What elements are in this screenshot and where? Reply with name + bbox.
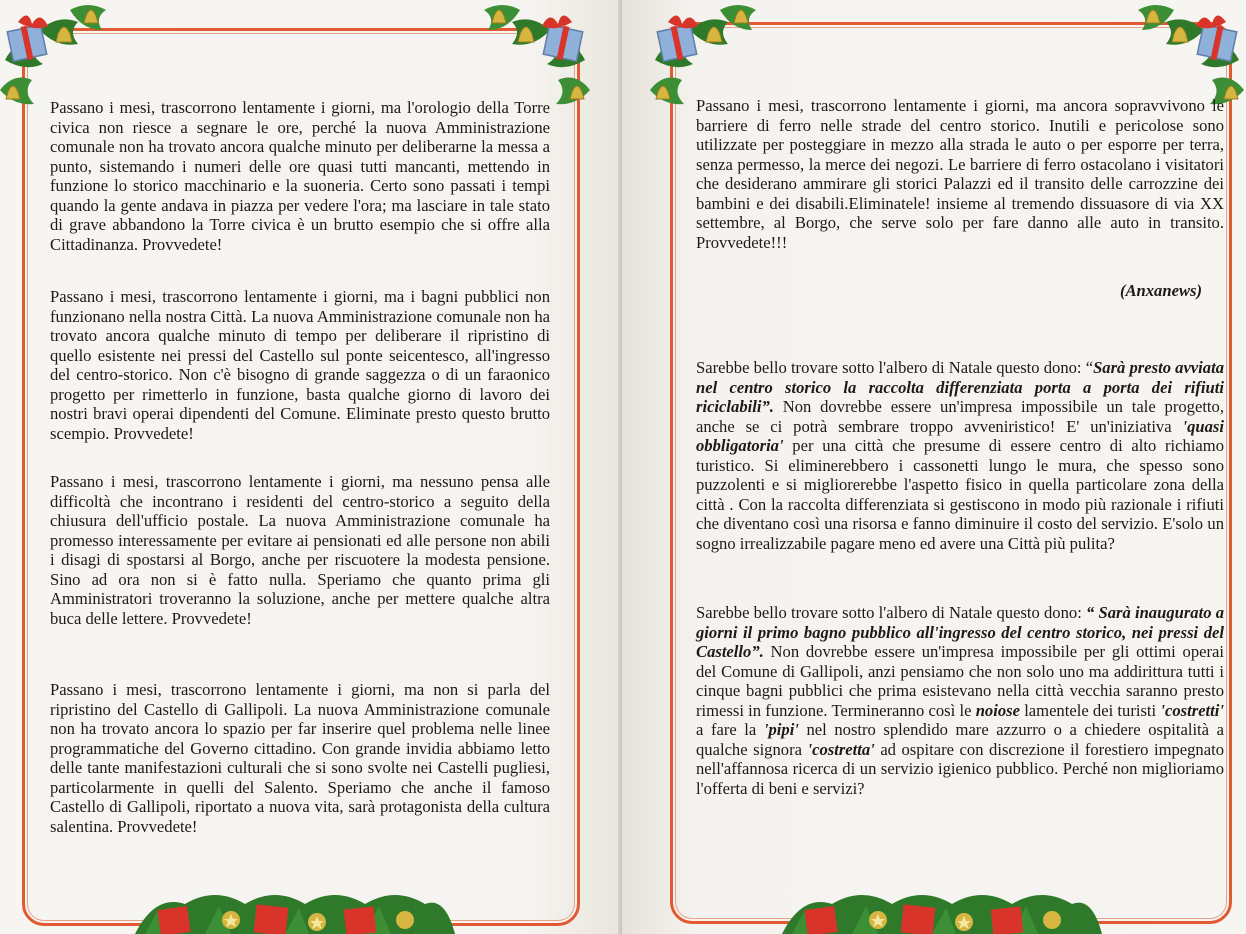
- emphasis-text: 'quasi obbligatoria': [696, 416, 1224, 455]
- holly-gift-corner-icon: [650, 0, 760, 110]
- holly-garland-icon: [135, 886, 455, 934]
- left-page: [0, 0, 622, 934]
- right-paragraph-2: Sarebbe bello trovare sotto l'albero di Natale questo dono: “Sarà presto avviata nel centro storico la raccolta differenziata porta a porta dei rifiuti riciclabili”. Non dovrebbe essere un'impresa impossibile un tale progetto, anche se ci potrà sembrare troppo avveniristico! E' un'iniziativa 'quasi obbligatoria' per una città che presume di essere centro di alto richiamo turistico. Si eliminerebbero i cassonetti lungo le mura, che spesso sono puzzolenti e si migliorerebbe l'aspetto fisico in quella particolare zona della città . Con la raccolta differenziata si gestiscono in modo più razionale i rifiuti che diventano così una risorsa e fanno diminuire il costo del servizio. E'solo un sogno irrealizzabile pagare meno ed avere una Città più pulita?: [696, 358, 1224, 553]
- holly-gift-corner-icon: [480, 0, 590, 110]
- holly-gift-corner-icon: [1134, 0, 1244, 110]
- left-paragraph-4: Passano i mesi, trascorrono lentamente i giorni, ma non si parla del ripristino del Castello di Gallipoli. La nuova Amministrazione comunale non ha trovato ancora lo spazio per far inserire quel problema nelle linee programmatiche del Governo cittadino. Con grande invidia abbiamo letto delle tante manifestazioni culturali che si sono svolte nei Castelli pugliesi, particolarmente in quelli del Salento. Speriamo che anche il famoso Castello di Gallipoli, riportato a nuova vita, sarà protagonista della cultura salentina. Provvedete!: [50, 680, 550, 836]
- right-paragraph-1: Passano i mesi, trascorrono lentamente i giorni, ma ancora sopravvivono le barriere di ferro nelle strade del centro storico. Inutili e pericolose sono utilizzate per posteggiare in mezzo alla strada le auto o per esporre per terra, senza permesso, la merce dei negozi. Le barriere di ferro ostacolano i visitatori che desiderano ammirare gli storici Palazzi ed il transito delle carrozzine dei bambini e dei disabili.Eliminatele! insieme al tremendo dissuasore di via XX settembre, al Borgo, che serve solo per fare danno alle auto in transito. Provvedete!!!: [696, 96, 1224, 252]
- quote-text: Sarà presto avviata nel centro storico la raccolta differenziata porta a porta dei rifiuti riciclabili”.: [696, 358, 1224, 416]
- left-paragraph-1: Passano i mesi, trascorrono lentamente i giorni, ma l'orologio della Torre civica non riesce a segnare le ore, perché la nuova Amministrazione comunale non ha trovato ancora qualche minuto per deliberarne la messa a punto, sistemando i numeri delle ore quasi tutti mancanti, mettendo in funzione lo storico macchinario e la suoneria. Certo sono passati i tempi quando la gente andava in piazza per vedere l'ora; ma lasciare in tale stato di grave abbandono la Torre civica è un brutto esempio che si offre alla Cittadinanza. Provvedete!: [50, 98, 550, 254]
- quote-text: “ Sarà inaugurato a giorni il primo bagno pubblico all'ingresso del centro storico, nei pressi del Castello”.: [696, 603, 1224, 661]
- signature: (Anxanews): [1119, 281, 1202, 300]
- emphasis-text: 'pipi': [763, 720, 799, 739]
- emphasis-text: noiose: [975, 700, 1020, 720]
- emphasis-text: 'costretti': [1160, 700, 1224, 720]
- holly-garland-icon: [782, 886, 1102, 934]
- left-paragraph-3: Passano i mesi, trascorrono lentamente i giorni, ma nessuno pensa alle difficoltà che incontrano i residenti del centro-storico a seguito della chiusura dell'ufficio postale. La nuova Amministrazione comunale ha promesso interessamente per evitare ai pensionati ed alle persone non abili i disagi di spostarsi al Borgo, anche per riscuotere la modesta pensione. Sino ad ora non si è fatto nulla. Speriamo che quanto prima gli Amministratori troveranno la soluzione, anche per mettere qualche altra buca delle lettere. Provvedete!: [50, 472, 550, 628]
- right-page: [622, 0, 1246, 934]
- right-paragraph-3: Sarebbe bello trovare sotto l'albero di Natale questo dono: “ Sarà inaugurato a giorni il primo bagno pubblico all'ingresso del centro storico, nei pressi del Castello”. Non dovrebbe essere un'impresa impossibile per gli ottimi operai del Comune di Gallipoli, anzi pensiamo che non solo uno ma addirittura tutti i cinque bagni pubblici che prima esistevano nella città vecchia saranno presto rimessi in funzione. Termineranno così le noiose lamentele dei turisti 'costretti' a fare la 'pipi' nel nostro splendido mare azzurro o a chiedere ospitalità a qualche signora 'costretta' ad ospitare con discrezione il forestiero impegnato nell'affannosa ricerca di un servizio igienico pubblico. Perché non miglioriamo l'offerta di beni e servizi?: [696, 603, 1224, 798]
- emphasis-text: 'costretta': [807, 739, 875, 759]
- left-paragraph-2: Passano i mesi, trascorrono lentamente i giorni, ma i bagni pubblici non funzionano nella nostra Città. La nuova Amministrazione comunale non ha trovato ancora qualche minuto di tempo per deliberare il ripristino di quello esistente nei pressi del Castello sul ponte seicentesco, all'ingresso del centro-storico. Non c'è bisogno di grande saggezza o di un faraonico progetto per rimetterlo in funzione, basta qualche giorno di lavoro dei nostri bravi operai dipendenti del Comune. Eliminate presto questo brutto scempio. Provvedete!: [50, 287, 550, 443]
- holly-gift-corner-icon: [0, 0, 110, 110]
